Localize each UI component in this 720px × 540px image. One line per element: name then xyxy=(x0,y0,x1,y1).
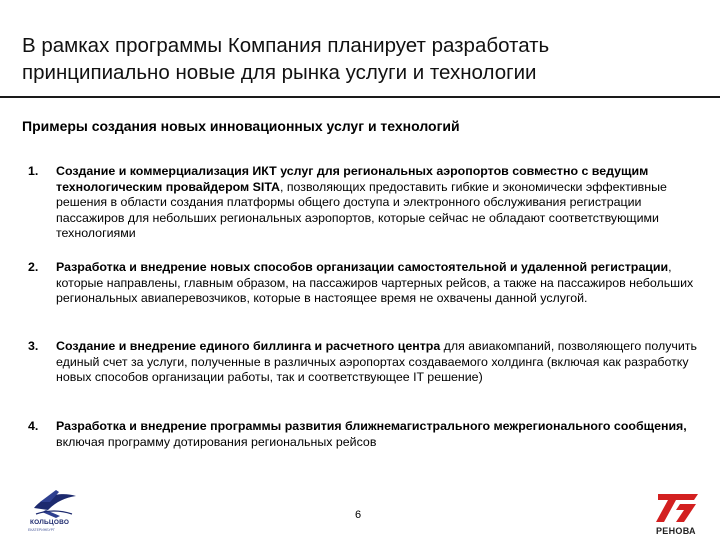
koltsovo-logo-subtext: ЕКАТЕРИНБУРГ xyxy=(28,528,55,532)
list-item xyxy=(22,419,702,450)
section-subtitle: Примеры создания новых инновационных услуг и технологий xyxy=(22,118,460,134)
list-item-bold: Разработка и внедрение новых способов организации самостоятельной и удаленной регистрации xyxy=(56,260,669,274)
koltsovo-logo xyxy=(26,488,82,534)
list-item xyxy=(22,260,702,307)
renova-logo-text: РЕНОВА xyxy=(656,526,696,536)
list-item-rest: , позволяющих предоставить гибкие и экономически эффективные решения в области создания платформы общего доступа и электронного обслуживания регистрации пассажиров для небольших региональных аэропортов, которые сейчас не обладают соответствующими технологиями xyxy=(56,179,667,241)
list-item-number: 4. xyxy=(28,419,39,433)
renova-mark-icon xyxy=(654,490,702,526)
slide-title-line1: В рамках программы Компания планирует разработать xyxy=(22,34,550,57)
slide-title-line2: принципиально новые для рынка услуги и технологии xyxy=(22,61,537,84)
list-item-text xyxy=(56,419,702,450)
slide-title xyxy=(22,32,682,86)
list-item xyxy=(22,164,702,242)
renova-logo xyxy=(654,490,702,536)
list-item-number: 2. xyxy=(28,260,39,274)
list-item xyxy=(22,339,702,386)
list-item-bold: Создание и коммерциализация ИКТ услуг для региональных аэропортов совместно с ведущим технологическим провайдером SITA xyxy=(56,164,649,194)
list-item-text xyxy=(56,164,702,242)
list-item-number: 3. xyxy=(28,339,39,353)
airplane-logo-icon xyxy=(26,488,82,520)
list-item-rest: включая программу дотирования региональных рейсов xyxy=(56,434,377,449)
list-item-number: 1. xyxy=(28,164,39,178)
list-item-rest: , которые направлены, главным образом, на пассажиров чартерных рейсов, а также на пассажиров небольших региональных авиаперевозчиков, которые в настоящее время не охвачены данной услугой. xyxy=(56,260,694,306)
list-item-bold: Разработка и внедрение программы развития ближнемагистрального межрегионального сообщения, xyxy=(56,419,687,433)
title-divider xyxy=(0,96,720,98)
list-item-text xyxy=(56,339,702,386)
list-item-text xyxy=(56,260,702,307)
page-number: 6 xyxy=(355,509,362,521)
list-item-rest: для авиакомпаний, позволяющего получить единый счет за услуги, полученные в различных аэропортах создаваемого холдинга (включая как разработку новых способов организации работы, так и соответствующее IT решение) xyxy=(56,339,697,385)
list-item-bold: Создание и внедрение единого биллинга и расчетного центра xyxy=(56,339,441,353)
koltsovo-logo-text: КОЛЬЦОВО xyxy=(30,519,70,526)
